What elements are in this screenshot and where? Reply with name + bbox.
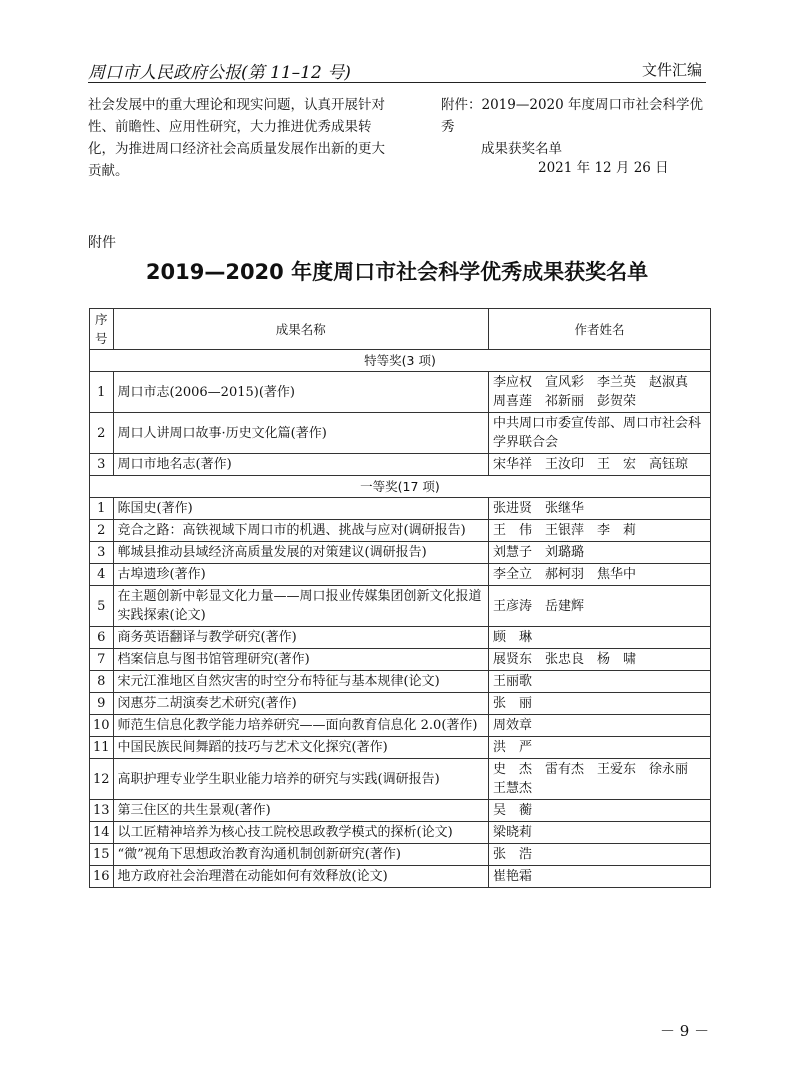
table-row [90,671,711,693]
cell-name: 以工匠精神培养为核心技工院校思政教学模式的探析(论文) [113,822,488,844]
cell-name: 高职护理专业学生职业能力培养的研究与实践(调研报告) [113,759,488,800]
cell-no: 7 [90,649,114,671]
section-row [90,350,711,372]
cell-no: 13 [90,800,114,822]
cell-author: 崔艳霜 [488,866,710,888]
table-row [90,413,711,454]
table-row [90,564,711,586]
table-row [90,715,711,737]
cell-author: 梁晓莉 [488,822,710,844]
table-row [90,737,711,759]
cell-author: 李全立 郝柯羽 焦华中 [488,564,710,586]
document-date: 2021 年 12 月 26 日 [538,160,669,176]
cell-name: 第三住区的共生景观(著作) [113,800,488,822]
cell-author: 王彦涛 岳建辉 [488,586,710,627]
page-title: 2019—2020 年度周口市社会科学优秀成果获奖名单 [145,260,649,284]
cell-name: 商务英语翻译与教学研究(著作) [113,627,488,649]
cell-name: 中国民族民间舞蹈的技巧与艺术文化探究(著作) [113,737,488,759]
cell-no: 1 [90,498,114,520]
table-row [90,454,711,476]
cell-author: 史 杰 雷有杰 王爱东 徐永丽 王慧杰 [488,759,710,800]
section-row [90,476,711,498]
cell-author: 宋华祥 王汝印 王 宏 高钰琼 [488,454,710,476]
cell-name: 闵惠芬二胡演奏艺术研究(著作) [113,693,488,715]
header-name: 成果名称 [113,309,488,350]
cell-no: 11 [90,737,114,759]
cell-author: 周效章 [488,715,710,737]
cell-no: 8 [90,671,114,693]
cell-author: 展贤东 张忠良 杨 啸 [488,649,710,671]
header-no: 序号 [90,309,114,350]
cell-name: 周口市地名志(著作) [113,454,488,476]
page-number: － 9 － [660,1022,710,1040]
table-body [90,350,711,888]
cell-name: 竞合之路：高铁视域下周口市的机遇、挑战与应对(调研报告) [113,520,488,542]
cell-no: 14 [90,822,114,844]
table-row [90,844,711,866]
cell-no: 16 [90,866,114,888]
attachment-note-line2: 成果获奖名单 [481,141,562,157]
cell-name: 师范生信息化教学能力培养研究——面向教育信息化 2.0(著作) [113,715,488,737]
cell-no: 6 [90,627,114,649]
cell-no: 1 [90,372,114,413]
table-row [90,627,711,649]
cell-no: 4 [90,564,114,586]
cell-name: 地方政府社会治理潜在动能如何有效释放(论文) [113,866,488,888]
table-row [90,759,711,800]
cell-author: 张 丽 [488,693,710,715]
cell-name: 在主题创新中彰显文化力量——周口报业传媒集团创新文化报道实践探索(论文) [113,586,488,627]
cell-no: 2 [90,413,114,454]
cell-author: 张 浩 [488,844,710,866]
table-row [90,372,711,413]
table-row [90,822,711,844]
cell-name: 周口人讲周口故事·历史文化篇(著作) [113,413,488,454]
table-row [90,649,711,671]
cell-name: 古埠遗珍(著作) [113,564,488,586]
cell-author: 顾 琳 [488,627,710,649]
header-section: 文件汇编 [641,61,702,79]
cell-author: 中共周口市委宣传部、周口市社会科学界联合会 [488,413,710,454]
cell-no: 2 [90,520,114,542]
table-row [90,520,711,542]
header-title: 周口市人民政府公报(第 11–12 号) [88,63,351,83]
cell-name: 档案信息与图书馆管理研究(著作) [113,649,488,671]
cell-name: 宋元江淮地区自然灾害的时空分布特征与基本规律(论文) [113,671,488,693]
cell-no: 12 [90,759,114,800]
attachment-note [441,94,711,160]
table-row [90,866,711,888]
cell-author: 李应权 宣风彩 李兰英 赵淑真 周喜莲 祁新丽 彭贺荣 [488,372,710,413]
cell-no: 3 [90,542,114,564]
award-table [89,308,711,888]
cell-author: 张进贤 张继华 [488,498,710,520]
table-row [90,693,711,715]
section-label: 一等奖(17 项) [90,476,711,498]
page-header [88,56,706,83]
intro-paragraph: 社会发展中的重大理论和现实问题，认真开展针对性、前瞻性、应用性研究，大力推进优秀成果转化，为推进周口经济社会高质量发展作出新的更大贡献。 [88,97,385,179]
table-row [90,586,711,627]
cell-name: 周口市志(2006—2015)(著作) [113,372,488,413]
cell-author: 洪 严 [488,737,710,759]
attachment-note-line1: 附件：2019—2020 年度周口市社会科学优秀 [441,97,704,135]
cell-name: “微”视角下思想政治教育沟通机制创新研究(著作) [113,844,488,866]
cell-author: 王 伟 王银萍 李 莉 [488,520,710,542]
section-label: 特等奖(3 项) [90,350,711,372]
attachment-label: 附件 [88,235,116,251]
cell-name: 陈国史(著作) [113,498,488,520]
header-author: 作者姓名 [488,309,710,350]
table-row [90,800,711,822]
cell-author: 王丽歌 [488,671,710,693]
cell-author: 吴 蘅 [488,800,710,822]
cell-no: 5 [90,586,114,627]
cell-author: 刘慧子 刘璐璐 [488,542,710,564]
cell-name: 郸城县推动县域经济高质量发展的对策建议(调研报告) [113,542,488,564]
table-row [90,498,711,520]
cell-no: 15 [90,844,114,866]
table-header-row [90,309,711,350]
cell-no: 9 [90,693,114,715]
table-row [90,542,711,564]
cell-no: 10 [90,715,114,737]
cell-no: 3 [90,454,114,476]
